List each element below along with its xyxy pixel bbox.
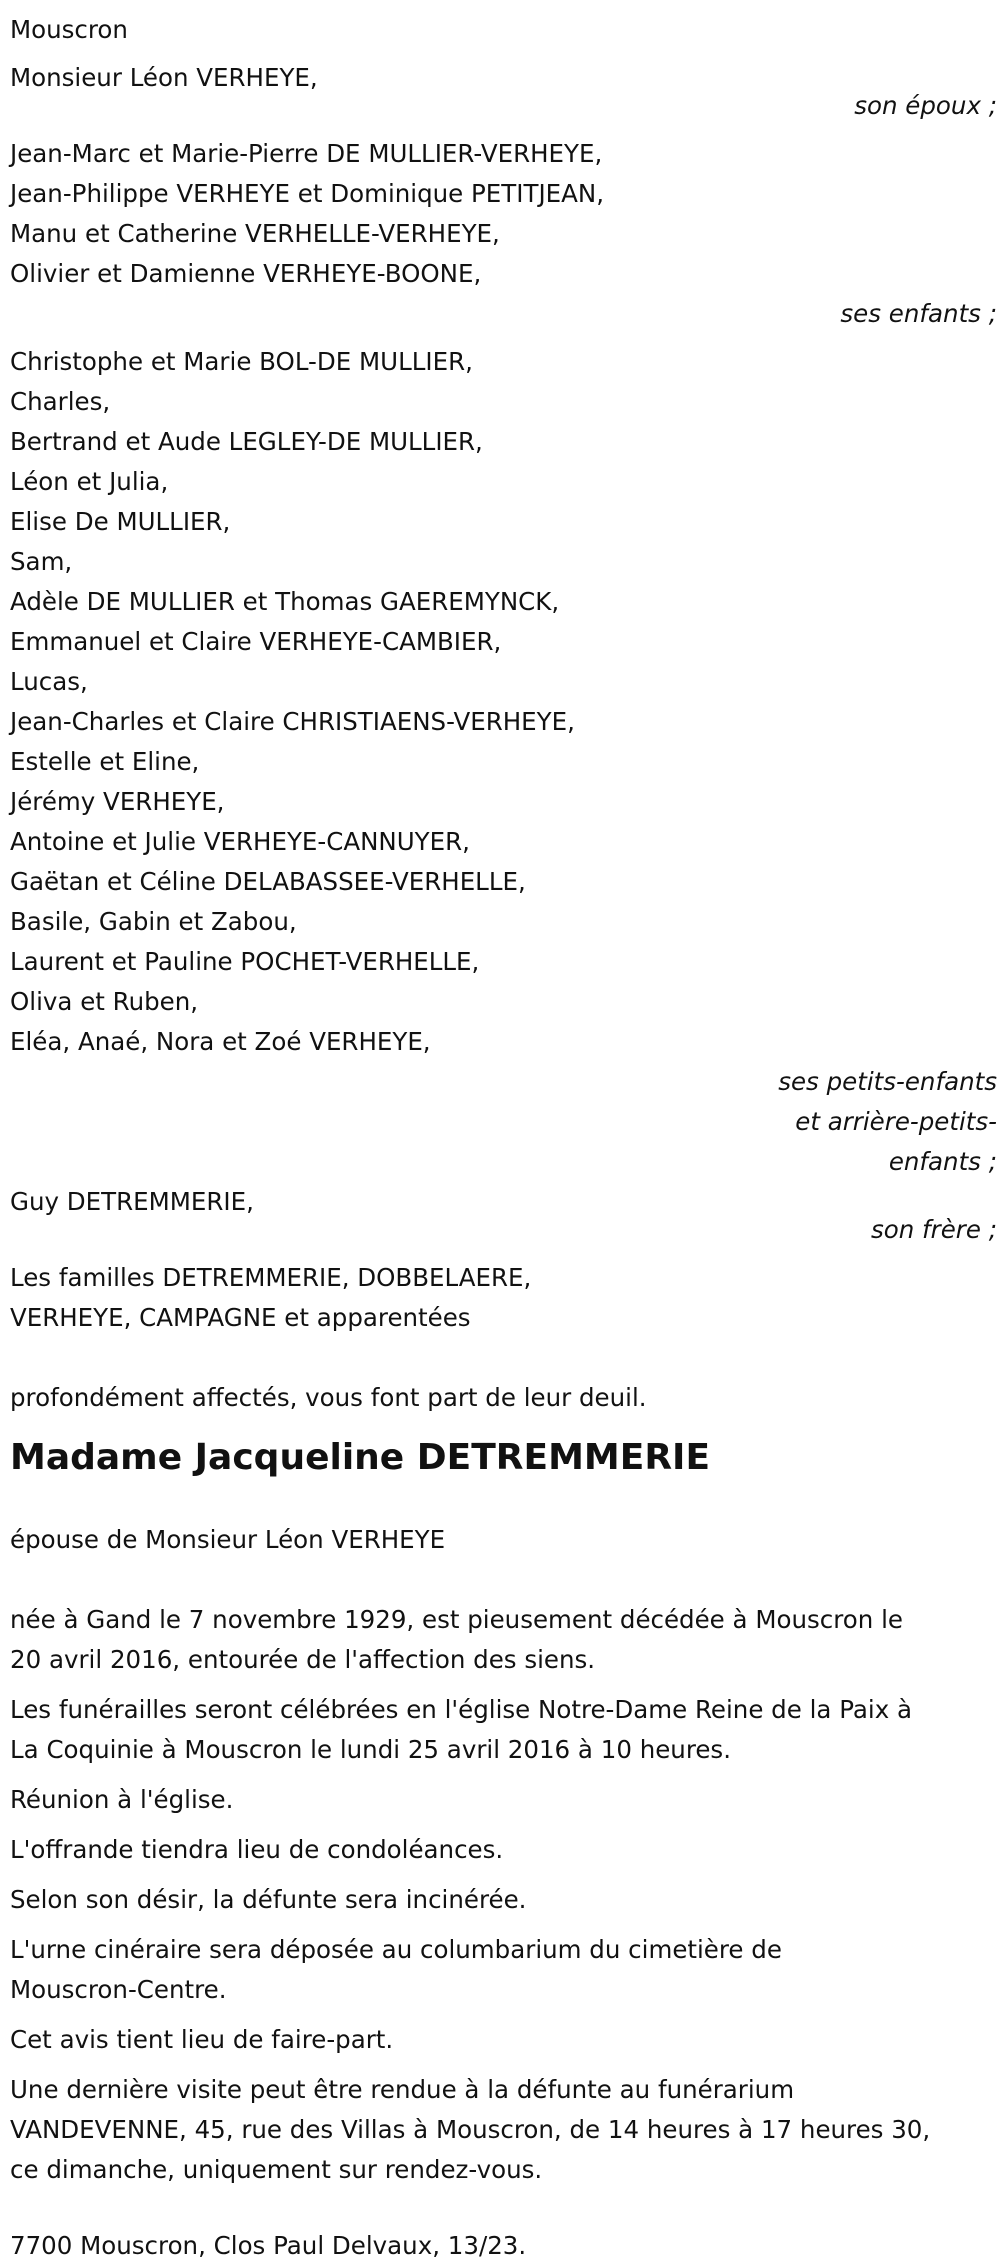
- children-list: [10, 134, 1000, 294]
- text-line: Les funérailles seront célébrées en l'église Notre-Dame Reine de la Paix à: [10, 1695, 913, 1724]
- list-item: Basile, Gabin et Zabou,: [10, 907, 297, 936]
- paragraph-notice: [10, 2020, 1000, 2060]
- list-item: Jean-Marc et Marie-Pierre DE MULLIER-VERHEYE,: [10, 139, 603, 168]
- list-item: Antoine et Julie VERHEYE-CANNUYER,: [10, 827, 470, 856]
- announcement: profondément affectés, vous font part de leur deuil.: [10, 1383, 647, 1412]
- text-line: VANDEVENNE, 45, rue des Villas à Mouscron, de 14 heures à 17 heures 30,: [10, 2115, 931, 2144]
- text-line: Selon son désir, la défunte sera incinérée.: [10, 1885, 527, 1914]
- list-item: Charles,: [10, 387, 111, 416]
- list-item: Bertrand et Aude LEGLEY-DE MULLIER,: [10, 427, 483, 456]
- text-line: ce dimanche, uniquement sur rendez-vous.: [10, 2155, 543, 2184]
- list-item: Sam,: [10, 547, 73, 576]
- list-item: Estelle et Eline,: [10, 747, 200, 776]
- role-line: et arrière-petits-: [795, 1107, 997, 1136]
- list-item: Léon et Julia,: [10, 467, 169, 496]
- brother-name: Guy DETREMMERIE,: [10, 1187, 254, 1216]
- text-line: La Coquinie à Mouscron le lundi 25 avril 2016 à 10 heures.: [10, 1735, 731, 1764]
- grandchildren-role: [10, 1062, 1000, 1182]
- text-line: Cet avis tient lieu de faire-part.: [10, 2025, 394, 2054]
- brother-role: son frère ;: [870, 1215, 997, 1244]
- deceased-name: Madame Jacqueline DETREMMERIE: [10, 1437, 711, 1478]
- list-item: Gaëtan et Céline DELABASSEE-VERHELLE,: [10, 867, 526, 896]
- paragraph-funeral: [10, 1690, 1000, 1770]
- text-line: née à Gand le 7 novembre 1929, est pieusement décédée à Mouscron le: [10, 1605, 903, 1634]
- families-list: [10, 1258, 1000, 1338]
- text-line: Réunion à l'église.: [10, 1785, 234, 1814]
- children-role: ses enfants ;: [840, 299, 997, 328]
- spouse-of: épouse de Monsieur Léon VERHEYE: [10, 1525, 446, 1554]
- text-line: 20 avril 2016, entourée de l'affection des siens.: [10, 1645, 596, 1674]
- text-line: L'urne cinéraire sera déposée au columbarium du cimetière de: [10, 1935, 782, 1964]
- list-item: Jean-Philippe VERHEYE et Dominique PETITJEAN,: [10, 179, 605, 208]
- paragraph-reunion: [10, 1780, 1000, 1820]
- list-item: VERHEYE, CAMPAGNE et apparentées: [10, 1303, 471, 1332]
- paragraph-visit: [10, 2070, 1000, 2190]
- spouse-name: Monsieur Léon VERHEYE,: [10, 63, 318, 92]
- text-line: Une dernière visite peut être rendue à la défunte au funérarium: [10, 2075, 795, 2104]
- list-item: Lucas,: [10, 667, 88, 696]
- role-line: ses petits-enfants: [778, 1067, 997, 1096]
- paragraph-offering: [10, 1830, 1000, 1870]
- list-item: Eléa, Anaé, Nora et Zoé VERHEYE,: [10, 1027, 431, 1056]
- list-item: Christophe et Marie BOL-DE MULLIER,: [10, 347, 473, 376]
- list-item: Laurent et Pauline POCHET-VERHELLE,: [10, 947, 480, 976]
- list-item: Jérémy VERHEYE,: [10, 787, 225, 816]
- place: Mouscron: [10, 15, 128, 44]
- list-item: Oliva et Ruben,: [10, 987, 199, 1016]
- grandchildren-list: [10, 342, 1000, 1062]
- spouse-role: son époux ;: [854, 91, 997, 120]
- text-line: L'offrande tiendra lieu de condoléances.: [10, 1835, 504, 1864]
- list-item: Les familles DETREMMERIE, DOBBELAERE,: [10, 1263, 532, 1292]
- list-item: Manu et Catherine VERHELLE-VERHEYE,: [10, 219, 500, 248]
- paragraph-birth-death: [10, 1600, 1000, 1680]
- text-line: Mouscron-Centre.: [10, 1975, 227, 2004]
- paragraph-cremation: [10, 1880, 1000, 1920]
- list-item: Jean-Charles et Claire CHRISTIAENS-VERHEYE,: [10, 707, 575, 736]
- address: 7700 Mouscron, Clos Paul Delvaux, 13/23.: [10, 2231, 527, 2260]
- list-item: Emmanuel et Claire VERHEYE-CAMBIER,: [10, 627, 502, 656]
- paragraph-urn: [10, 1930, 1000, 2010]
- list-item: Adèle DE MULLIER et Thomas GAEREMYNCK,: [10, 587, 560, 616]
- role-line: enfants ;: [888, 1147, 997, 1176]
- list-item: Elise De MULLIER,: [10, 507, 231, 536]
- list-item: Olivier et Damienne VERHEYE-BOONE,: [10, 259, 482, 288]
